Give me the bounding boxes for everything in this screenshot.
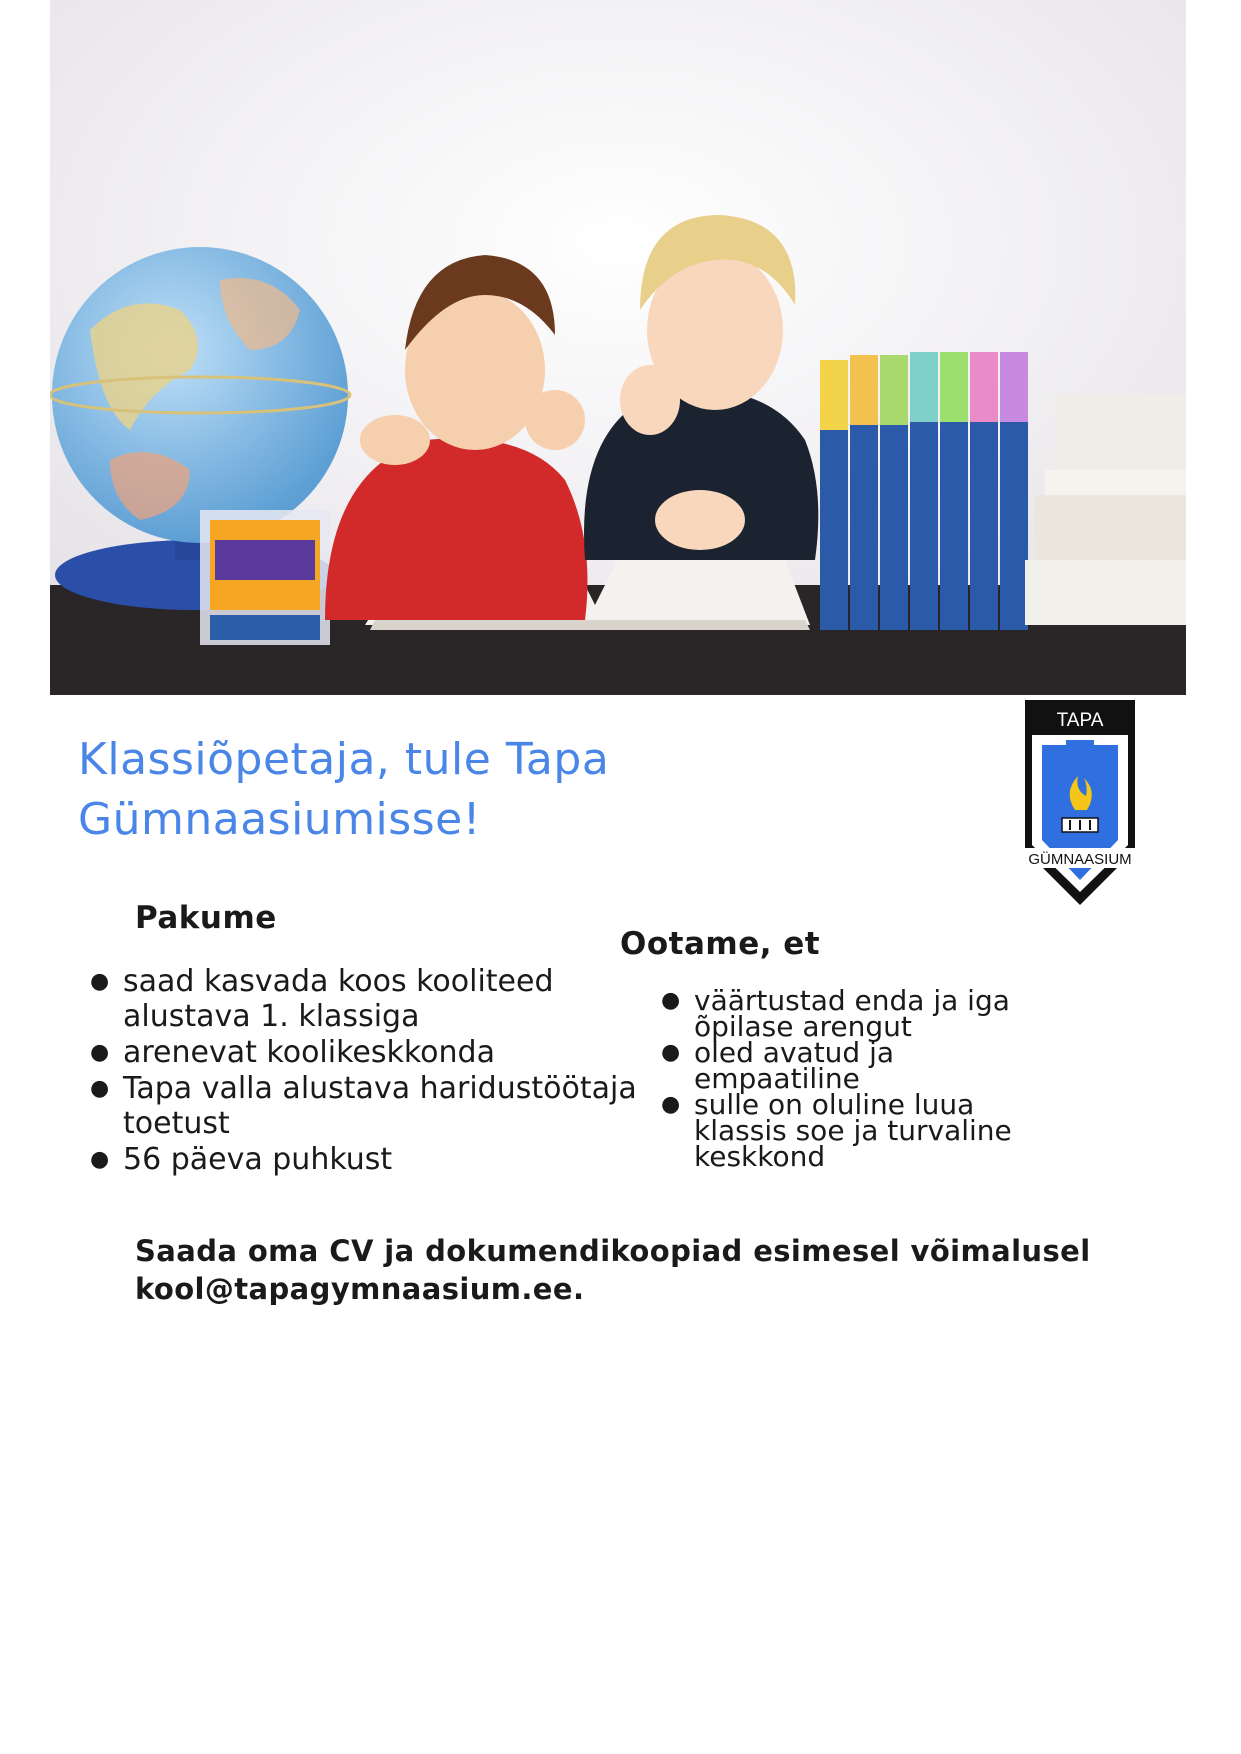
list-item: ● Tapa valla alustava haridustöötaja toetust — [90, 1071, 637, 1141]
contact-email[interactable]: kool@tapagymnaasium.ee. — [135, 1272, 585, 1306]
bullet-icon: ● — [90, 1040, 110, 1065]
logo-bottom-text: GÜMNAASIUM — [1028, 851, 1132, 868]
bullet-icon: ● — [661, 1092, 681, 1117]
title-line-2: Gümnaasiumisse! — [78, 794, 481, 845]
list-item: ● 56 päeva puhkust — [90, 1142, 393, 1177]
ootame-list — [661, 984, 1034, 1173]
pakume-list — [90, 964, 643, 1178]
hero-photo — [50, 0, 1186, 695]
marker-box — [200, 510, 330, 645]
bullet-icon: ● — [661, 1040, 681, 1065]
list-item: ● saad kasvada koos kooliteed alustava 1. klassiga — [90, 964, 554, 1034]
contact-note — [135, 1232, 1095, 1308]
pakume-heading: Pakume — [135, 900, 277, 936]
list-item: ● oled avatud ja empaatiline — [661, 1036, 895, 1095]
ootame-heading: Ootame, et — [620, 926, 821, 962]
book-row — [820, 352, 1028, 630]
bullet-icon: ● — [90, 969, 110, 994]
logo-top-text: TAPA — [1056, 710, 1104, 731]
bullet-icon: ● — [661, 988, 681, 1013]
school-logo — [1020, 700, 1140, 910]
list-item: ● väärtustad enda ja iga õpilase arengut — [661, 984, 1010, 1043]
list-item: ● sulle on oluline luua klassis soe ja turvaline keskkond — [661, 1088, 1012, 1173]
title-line-1: Klassiõpetaja, tule Tapa — [78, 734, 610, 785]
children-with-globe-and-books-photo — [50, 0, 1186, 695]
bullet-icon: ● — [90, 1147, 110, 1172]
list-item: ● arenevat koolikeskkonda — [90, 1035, 495, 1070]
page-title — [78, 730, 698, 850]
contact-note-line: Saada oma CV ja dokumendikoopiad esimesel võimalusel — [135, 1234, 1091, 1268]
bullet-icon: ● — [90, 1076, 110, 1101]
